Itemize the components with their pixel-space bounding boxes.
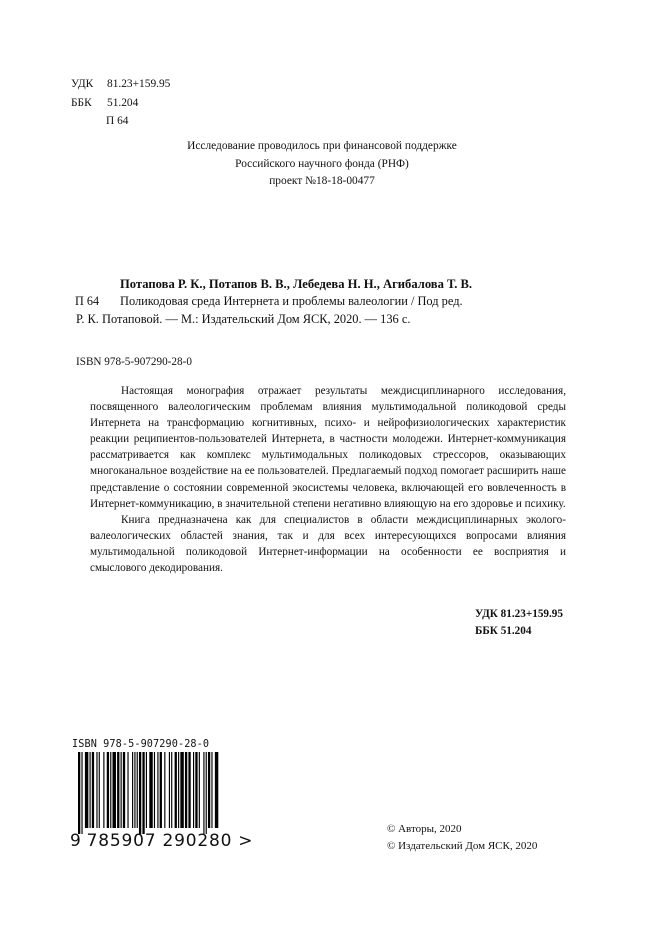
bibliographic-record [76,292,571,328]
authors-line: Потапова Р. К., Потапов В. В., Лебедева Н. Н., Агибалова Т. В. [120,277,473,291]
barcode-bar [107,752,109,828]
udk-value: 81.23+159.95 [107,78,171,90]
barcode-bar [103,752,104,828]
catalog-block [71,75,170,131]
bib-title-line: Поликодовая среда Интернета и проблемы валеологии / Под ред. [120,294,463,308]
barcode-bar [121,752,122,828]
barcode-bar [185,752,187,828]
barcode-bar [85,752,88,828]
barcode-lead-digit: 9 [70,831,82,851]
bib-imprint-line: Р. К. Потаповой. — М.: Издательский Дом ЯСК, 2020. — 136 с. [76,312,411,327]
barcode-bar [169,752,170,828]
barcode-bar [188,752,190,828]
abstract-paragraph-1: Настоящая монография отражает результаты междисциплинарного исследования, посвященного валеологическим проблемам влияния мультимодальной поликодовой среды Интернета на трансформацию когнитивных, психо- и нейрофизиологических характеристик реакции реципиентов-пользователей Интернета, в частности молодежи. Интернет-коммуникация рассматривается как комплекс мультимодальных поликодовых стрессоров, оказывающих многоканальное воздействие на ее пользователей. Предлагаемый подход помогает расширить наше представление о состоянии современной экосистемы человека, включающей его вовлеченность в Интернет-коммуникацию, в значительной степени негативно влияющую на его здоровье и психику. [90,385,566,510]
barcode-bar [99,752,100,828]
funding-line-2: Российского научного фонда (РНФ) [235,157,409,170]
barcode-isbn-text: ISBN 978-5-907290-28-0 [72,739,210,750]
funding-line-1: Исследование проводилось при финансовой поддержке [187,140,457,152]
barcode-bar [178,752,179,828]
isbn: ISBN 978-5-907290-28-0 [76,356,192,368]
barcode-bar [193,752,194,828]
barcode-bar [164,752,165,828]
isbn-barcode [70,739,254,851]
udk-row [71,75,170,94]
barcode-bar [160,752,162,828]
barcode-bar [78,752,80,834]
barcode-bar [92,752,94,828]
abstract-paragraph-2: Книга предназначена как для специалистов в области междисциплинарных эколого-валеологических областей знания, так и для всех интересующихся вопросами влияния мультимодальной поликодовой Интернет-информации на особенности ее восприятия и смыслового декодирования. [90,513,566,575]
barcode-bar [90,752,91,828]
barcode-bar [139,752,141,834]
bbk-row [71,94,170,113]
copyright-publisher: © Издательский Дом ЯСК, 2020 [387,840,538,853]
barcode-bar [146,752,147,828]
barcode-bar [154,752,155,828]
barcode-digits [70,831,253,851]
barcode-bar [113,752,116,828]
barcode-quiet-zone-mark: > [238,831,254,851]
barcode-bar [180,752,183,828]
barcode-bar [149,752,152,828]
footer-udk: УДК 81.23+159.95 [475,608,563,620]
barcode-bar [110,752,111,828]
barcode-bars [78,752,220,834]
barcode-bar [199,752,200,828]
barcode-bar [157,752,158,828]
barcode-number: 785907 290280 [86,831,233,851]
footer-bbk: ББК 51.204 [475,624,532,637]
barcode-bar [96,752,97,828]
barcode-bar [81,752,82,834]
barcode-bar [137,752,138,828]
funding-note [130,138,514,191]
funding-line-3: проект №18-18-00477 [269,175,375,188]
barcode-bar [211,752,212,828]
barcode-bar [206,752,207,834]
udk-label: УДК [71,78,94,90]
barcode-bar [123,752,125,828]
bib-author-code: П 64 [75,294,100,308]
copyright-authors: © Авторы, 2020 [387,823,462,835]
barcode-bar [203,752,204,834]
barcode-bar [215,752,218,828]
bbk-value: 51.204 [107,96,139,109]
author-code: П 64 [106,115,129,128]
barcode-bar [175,752,177,828]
abstract [90,383,566,576]
barcode-bar [117,752,119,828]
barcode-bar [171,752,172,828]
barcode-bar [195,752,197,828]
barcode-bar [142,752,144,834]
copyright-block [387,821,537,856]
classification-footer [475,606,563,639]
barcode-bar [208,752,210,828]
barcode-bar [127,752,128,828]
barcode-bar [132,752,133,828]
barcode-bar [134,752,135,828]
bbk-label: ББК [71,96,92,109]
